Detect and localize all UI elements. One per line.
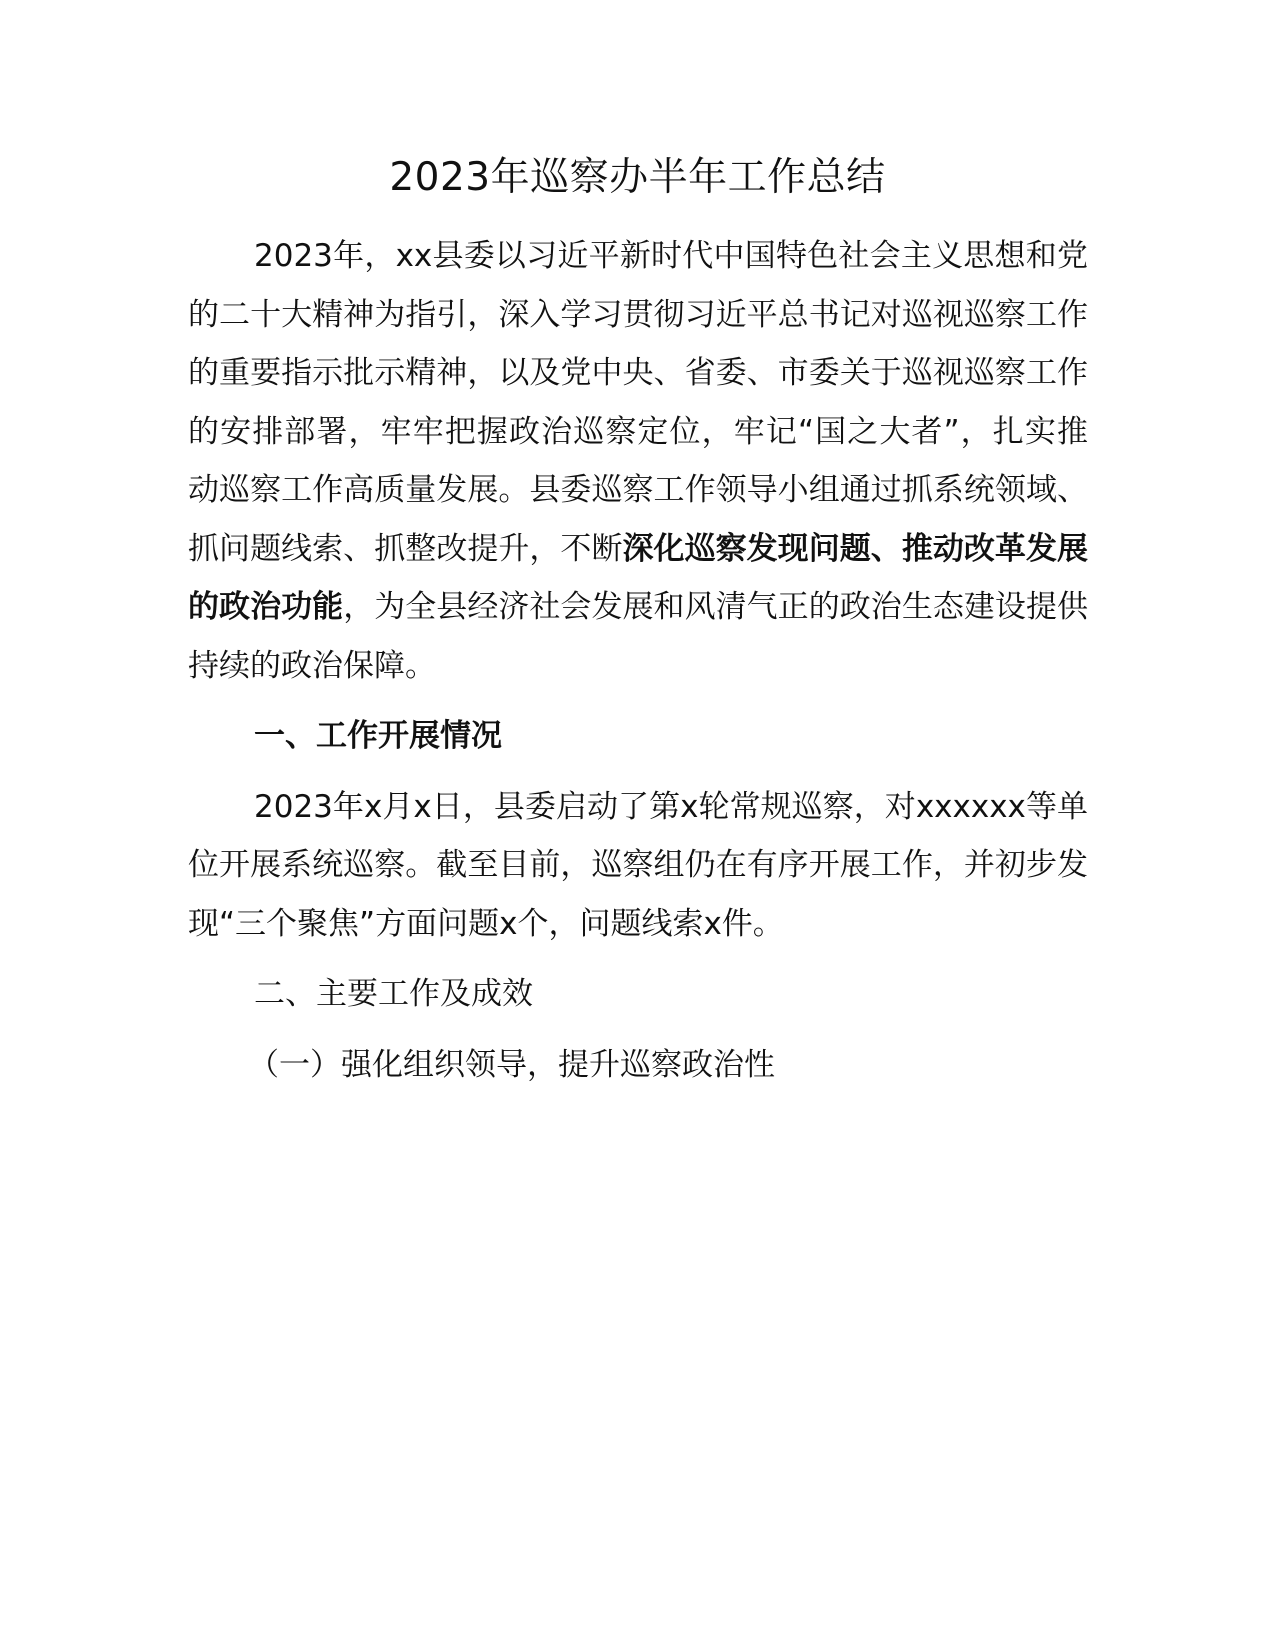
document-body bbox=[188, 227, 1088, 1094]
intro-paragraph-bold-text: 深化巡察发现问题、推动改革发展的政治功能 bbox=[188, 530, 1088, 625]
subsection-heading-leadership: （一）强化组织领导，提升巡察政治性 bbox=[248, 1046, 775, 1083]
intro-paragraph bbox=[188, 227, 1088, 695]
section-heading-work-status: 一、工作开展情况 bbox=[254, 718, 502, 754]
document-title: 2023年巡察办半年工作总结 bbox=[389, 155, 886, 200]
intro-paragraph-text-end: ，为全县经济社会发展和风清气正的政治生态建设提供持续的政治保障。 bbox=[188, 589, 1089, 684]
work-status-paragraph: 2023年x月x日，县委启动了第x轮常规巡察，对xxxxxx等单位开展系统巡察。截至目前，巡察组仍在有序开展工作，并初步发现“三个聚焦”方面问题x个，问题线索x件。 bbox=[188, 788, 1088, 942]
section-heading-main-work: 二、主要工作及成效 bbox=[254, 976, 533, 1012]
intro-paragraph-text: 2023年，xx县委以习近平新时代中国特色社会主义思想和党的二十大精神为指引，深入学习贯彻习近平总书记对巡视巡察工作的重要指示批示精神，以及党中央、省委、市委关于巡视巡察工作的安排部署，牢牢把握政治巡察定位，牢记“国之大者”，扎实推动巡察工作高质量发展。县委巡察工作领导小组通过抓系统领域、抓问题线索、抓整改提升，不断 bbox=[188, 238, 1088, 567]
